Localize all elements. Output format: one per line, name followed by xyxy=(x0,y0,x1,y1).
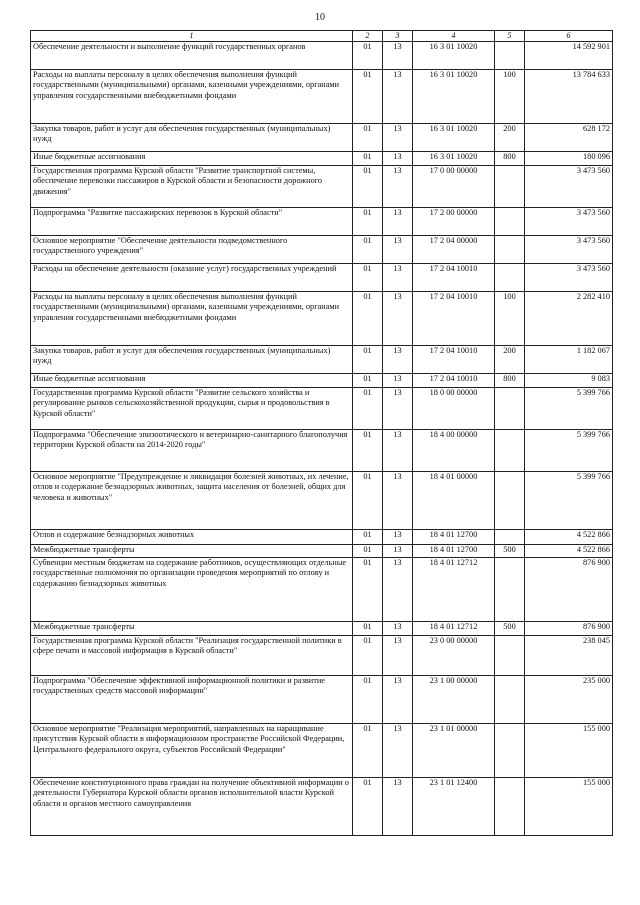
header-col-6: 6 xyxy=(525,31,613,42)
row-expense-type: 200 xyxy=(495,346,525,374)
row-amount: 5 399 766 xyxy=(525,430,613,472)
table-row xyxy=(31,530,613,545)
table-row xyxy=(31,374,613,388)
row-section: 01 xyxy=(353,778,383,836)
row-amount: 155 000 xyxy=(525,778,613,836)
row-section: 01 xyxy=(353,166,383,208)
row-amount: 4 522 866 xyxy=(525,530,613,545)
table-row xyxy=(31,346,613,374)
row-name: Расходы на обеспечение деятельности (оказание услуг) государственных учреждений xyxy=(31,264,353,292)
table-row xyxy=(31,636,613,676)
row-target-code: 17 2 00 00000 xyxy=(413,208,495,236)
header-col-1: 1 xyxy=(31,31,353,42)
row-target-code: 16 3 01 10020 xyxy=(413,70,495,124)
table-row xyxy=(31,778,613,836)
row-expense-type: 500 xyxy=(495,545,525,558)
row-name: Расходы на выплаты персоналу в целях обеспечения выполнения функций государственными (муниципальными) органами, казенными учреждениями, органами управления государственными внебюджетными фондами xyxy=(31,70,353,124)
row-amount: 3 473 560 xyxy=(525,236,613,264)
row-amount: 3 473 560 xyxy=(525,264,613,292)
row-amount: 2 282 410 xyxy=(525,292,613,346)
row-name: Подпрограмма "Обеспечение эффективной информационной политики и развитие государственных средств массовой информации" xyxy=(31,676,353,724)
row-subsection: 13 xyxy=(383,166,413,208)
row-target-code: 18 4 01 12712 xyxy=(413,622,495,636)
row-target-code: 17 2 04 00000 xyxy=(413,236,495,264)
row-name: Межбюджетные трансферты xyxy=(31,622,353,636)
table-row xyxy=(31,70,613,124)
table-header-row xyxy=(31,31,613,42)
row-expense-type xyxy=(495,430,525,472)
row-target-code: 23 1 01 12400 xyxy=(413,778,495,836)
table-row xyxy=(31,676,613,724)
table-row xyxy=(31,124,613,152)
row-name: Основное мероприятие "Предупреждение и ликвидация болезней животных, их лечение, отлов и содержание безнадзорных животных, защита населения от болезней, общих для человека и животных" xyxy=(31,472,353,530)
row-expense-type xyxy=(495,264,525,292)
row-name: Субвенции местным бюджетам на содержание работников, осуществляющих отдельные государственные полномочия по организации проведения мероприятий по отлову и содержанию безнадзорных животных xyxy=(31,558,353,622)
table-row xyxy=(31,472,613,530)
table-row xyxy=(31,430,613,472)
row-section: 01 xyxy=(353,545,383,558)
row-amount: 14 592 901 xyxy=(525,42,613,70)
row-subsection: 13 xyxy=(383,70,413,124)
row-subsection: 13 xyxy=(383,676,413,724)
table-row xyxy=(31,236,613,264)
row-subsection: 13 xyxy=(383,374,413,388)
row-section: 01 xyxy=(353,472,383,530)
row-target-code: 23 0 00 00000 xyxy=(413,636,495,676)
row-name: Основное мероприятие "Обеспечение деятельности подведомственного государственного учреждения" xyxy=(31,236,353,264)
row-expense-type xyxy=(495,558,525,622)
row-expense-type: 800 xyxy=(495,152,525,166)
row-subsection: 13 xyxy=(383,152,413,166)
row-name: Обеспечение деятельности и выполнение функций государственных органов xyxy=(31,42,353,70)
row-target-code: 23 1 01 00000 xyxy=(413,724,495,778)
page-number: 10 xyxy=(315,12,325,23)
row-subsection: 13 xyxy=(383,636,413,676)
row-section: 01 xyxy=(353,70,383,124)
row-name: Основное мероприятие "Реализация мероприятий, направленных на наращивание присутствия Курской области в информационном пространстве Российской Федерации, Центрального федерального округа, субъектов Российской Федерации" xyxy=(31,724,353,778)
row-section: 01 xyxy=(353,236,383,264)
row-subsection: 13 xyxy=(383,622,413,636)
row-section: 01 xyxy=(353,264,383,292)
row-name: Иные бюджетные ассигнования xyxy=(31,152,353,166)
row-subsection: 13 xyxy=(383,558,413,622)
table-row xyxy=(31,42,613,70)
row-amount: 628 172 xyxy=(525,124,613,152)
row-expense-type xyxy=(495,778,525,836)
row-section: 01 xyxy=(353,208,383,236)
row-subsection: 13 xyxy=(383,346,413,374)
table-row xyxy=(31,558,613,622)
row-amount: 4 522 866 xyxy=(525,545,613,558)
row-amount: 876 900 xyxy=(525,558,613,622)
row-subsection: 13 xyxy=(383,124,413,152)
row-expense-type xyxy=(495,472,525,530)
row-name: Иные бюджетные ассигнования xyxy=(31,374,353,388)
row-section: 01 xyxy=(353,724,383,778)
row-expense-type xyxy=(495,388,525,430)
row-section: 01 xyxy=(353,530,383,545)
row-name: Обеспечение конституционного права граждан на получение объективной информации о деятельности Губернатора Курской области органов исполнительной власти Курской области и органов местного самоуправления xyxy=(31,778,353,836)
row-target-code: 16 3 01 10020 xyxy=(413,124,495,152)
row-name: Межбюджетные трансферты xyxy=(31,545,353,558)
row-expense-type: 100 xyxy=(495,292,525,346)
row-expense-type xyxy=(495,676,525,724)
row-section: 01 xyxy=(353,622,383,636)
table-row xyxy=(31,292,613,346)
row-subsection: 13 xyxy=(383,42,413,70)
row-target-code: 18 4 01 12712 xyxy=(413,558,495,622)
row-amount: 180 096 xyxy=(525,152,613,166)
row-expense-type: 100 xyxy=(495,70,525,124)
row-target-code: 17 0 00 00000 xyxy=(413,166,495,208)
row-target-code: 17 2 04 10010 xyxy=(413,292,495,346)
row-section: 01 xyxy=(353,558,383,622)
row-section: 01 xyxy=(353,346,383,374)
row-name: Закупка товаров, работ и услуг для обеспечения государственных (муниципальных) нужд xyxy=(31,124,353,152)
row-name: Закупка товаров, работ и услуг для обеспечения государственных (муниципальных) нужд xyxy=(31,346,353,374)
row-subsection: 13 xyxy=(383,236,413,264)
header-col-2: 2 xyxy=(353,31,383,42)
row-expense-type: 800 xyxy=(495,374,525,388)
row-section: 01 xyxy=(353,388,383,430)
row-section: 01 xyxy=(353,42,383,70)
row-section: 01 xyxy=(353,124,383,152)
row-section: 01 xyxy=(353,676,383,724)
row-subsection: 13 xyxy=(383,292,413,346)
row-section: 01 xyxy=(353,152,383,166)
row-name: Отлов и содержание безнадзорных животных xyxy=(31,530,353,545)
row-target-code: 17 2 04 10010 xyxy=(413,346,495,374)
header-col-3: 3 xyxy=(383,31,413,42)
row-subsection: 13 xyxy=(383,724,413,778)
row-expense-type xyxy=(495,236,525,264)
row-amount: 235 000 xyxy=(525,676,613,724)
row-subsection: 13 xyxy=(383,472,413,530)
row-subsection: 13 xyxy=(383,208,413,236)
row-section: 01 xyxy=(353,292,383,346)
header-col-5: 5 xyxy=(495,31,525,42)
row-target-code: 18 4 01 00000 xyxy=(413,472,495,530)
row-expense-type xyxy=(495,166,525,208)
row-amount: 155 000 xyxy=(525,724,613,778)
row-expense-type: 200 xyxy=(495,124,525,152)
table-row xyxy=(31,208,613,236)
row-name: Государственная программа Курской области "Развитие транспортной системы, обеспечение перевозки пассажиров в Курской области и безопасности дорожного движения" xyxy=(31,166,353,208)
row-name: Подпрограмма "Развитие пассажирских перевозок в Курской области" xyxy=(31,208,353,236)
row-subsection: 13 xyxy=(383,778,413,836)
row-expense-type xyxy=(495,636,525,676)
row-section: 01 xyxy=(353,430,383,472)
row-subsection: 13 xyxy=(383,430,413,472)
row-name: Государственная программа Курской области "Развитие сельского хозяйства и регулирование рынков сельскохозяйственной продукции, сырья и продовольствия в Курской области" xyxy=(31,388,353,430)
row-name: Государственная программа Курской области "Реализация государственной политики в сфере печати и массовой информация в Курской области" xyxy=(31,636,353,676)
header-col-4: 4 xyxy=(413,31,495,42)
row-amount: 13 784 633 xyxy=(525,70,613,124)
row-subsection: 13 xyxy=(383,388,413,430)
row-target-code: 17 2 04 10010 xyxy=(413,264,495,292)
row-amount: 3 473 560 xyxy=(525,166,613,208)
row-amount: 876 900 xyxy=(525,622,613,636)
table-row xyxy=(31,152,613,166)
row-amount: 5 399 766 xyxy=(525,388,613,430)
row-section: 01 xyxy=(353,374,383,388)
row-section: 01 xyxy=(353,636,383,676)
row-amount: 3 473 560 xyxy=(525,208,613,236)
row-target-code: 23 1 00 00000 xyxy=(413,676,495,724)
row-target-code: 18 4 00 00000 xyxy=(413,430,495,472)
row-target-code: 17 2 04 10010 xyxy=(413,374,495,388)
table-row xyxy=(31,622,613,636)
table-row xyxy=(31,545,613,558)
row-amount: 9 083 xyxy=(525,374,613,388)
row-target-code: 18 0 00 00000 xyxy=(413,388,495,430)
row-amount: 238 045 xyxy=(525,636,613,676)
row-expense-type: 500 xyxy=(495,622,525,636)
row-name: Подпрограмма "Обеспечение эпизоотического и ветеринарно-санитарного благополучия территории Курской области на 2014-2020 годы" xyxy=(31,430,353,472)
row-expense-type xyxy=(495,724,525,778)
row-amount: 1 182 067 xyxy=(525,346,613,374)
table-row xyxy=(31,166,613,208)
row-target-code: 18 4 01 12700 xyxy=(413,545,495,558)
row-subsection: 13 xyxy=(383,530,413,545)
budget-table xyxy=(30,30,613,836)
table-row xyxy=(31,724,613,778)
row-expense-type xyxy=(495,208,525,236)
row-expense-type xyxy=(495,42,525,70)
row-amount: 5 399 766 xyxy=(525,472,613,530)
row-target-code: 16 3 01 10020 xyxy=(413,42,495,70)
table-row xyxy=(31,264,613,292)
table-row xyxy=(31,388,613,430)
row-subsection: 13 xyxy=(383,264,413,292)
row-expense-type xyxy=(495,530,525,545)
row-subsection: 13 xyxy=(383,545,413,558)
row-name: Расходы на выплаты персоналу в целях обеспечения выполнения функций государственными (муниципальными) органами, казенными учреждениями, органами управления государственными внебюджетными фондами xyxy=(31,292,353,346)
row-target-code: 18 4 01 12700 xyxy=(413,530,495,545)
row-target-code: 16 3 01 10020 xyxy=(413,152,495,166)
